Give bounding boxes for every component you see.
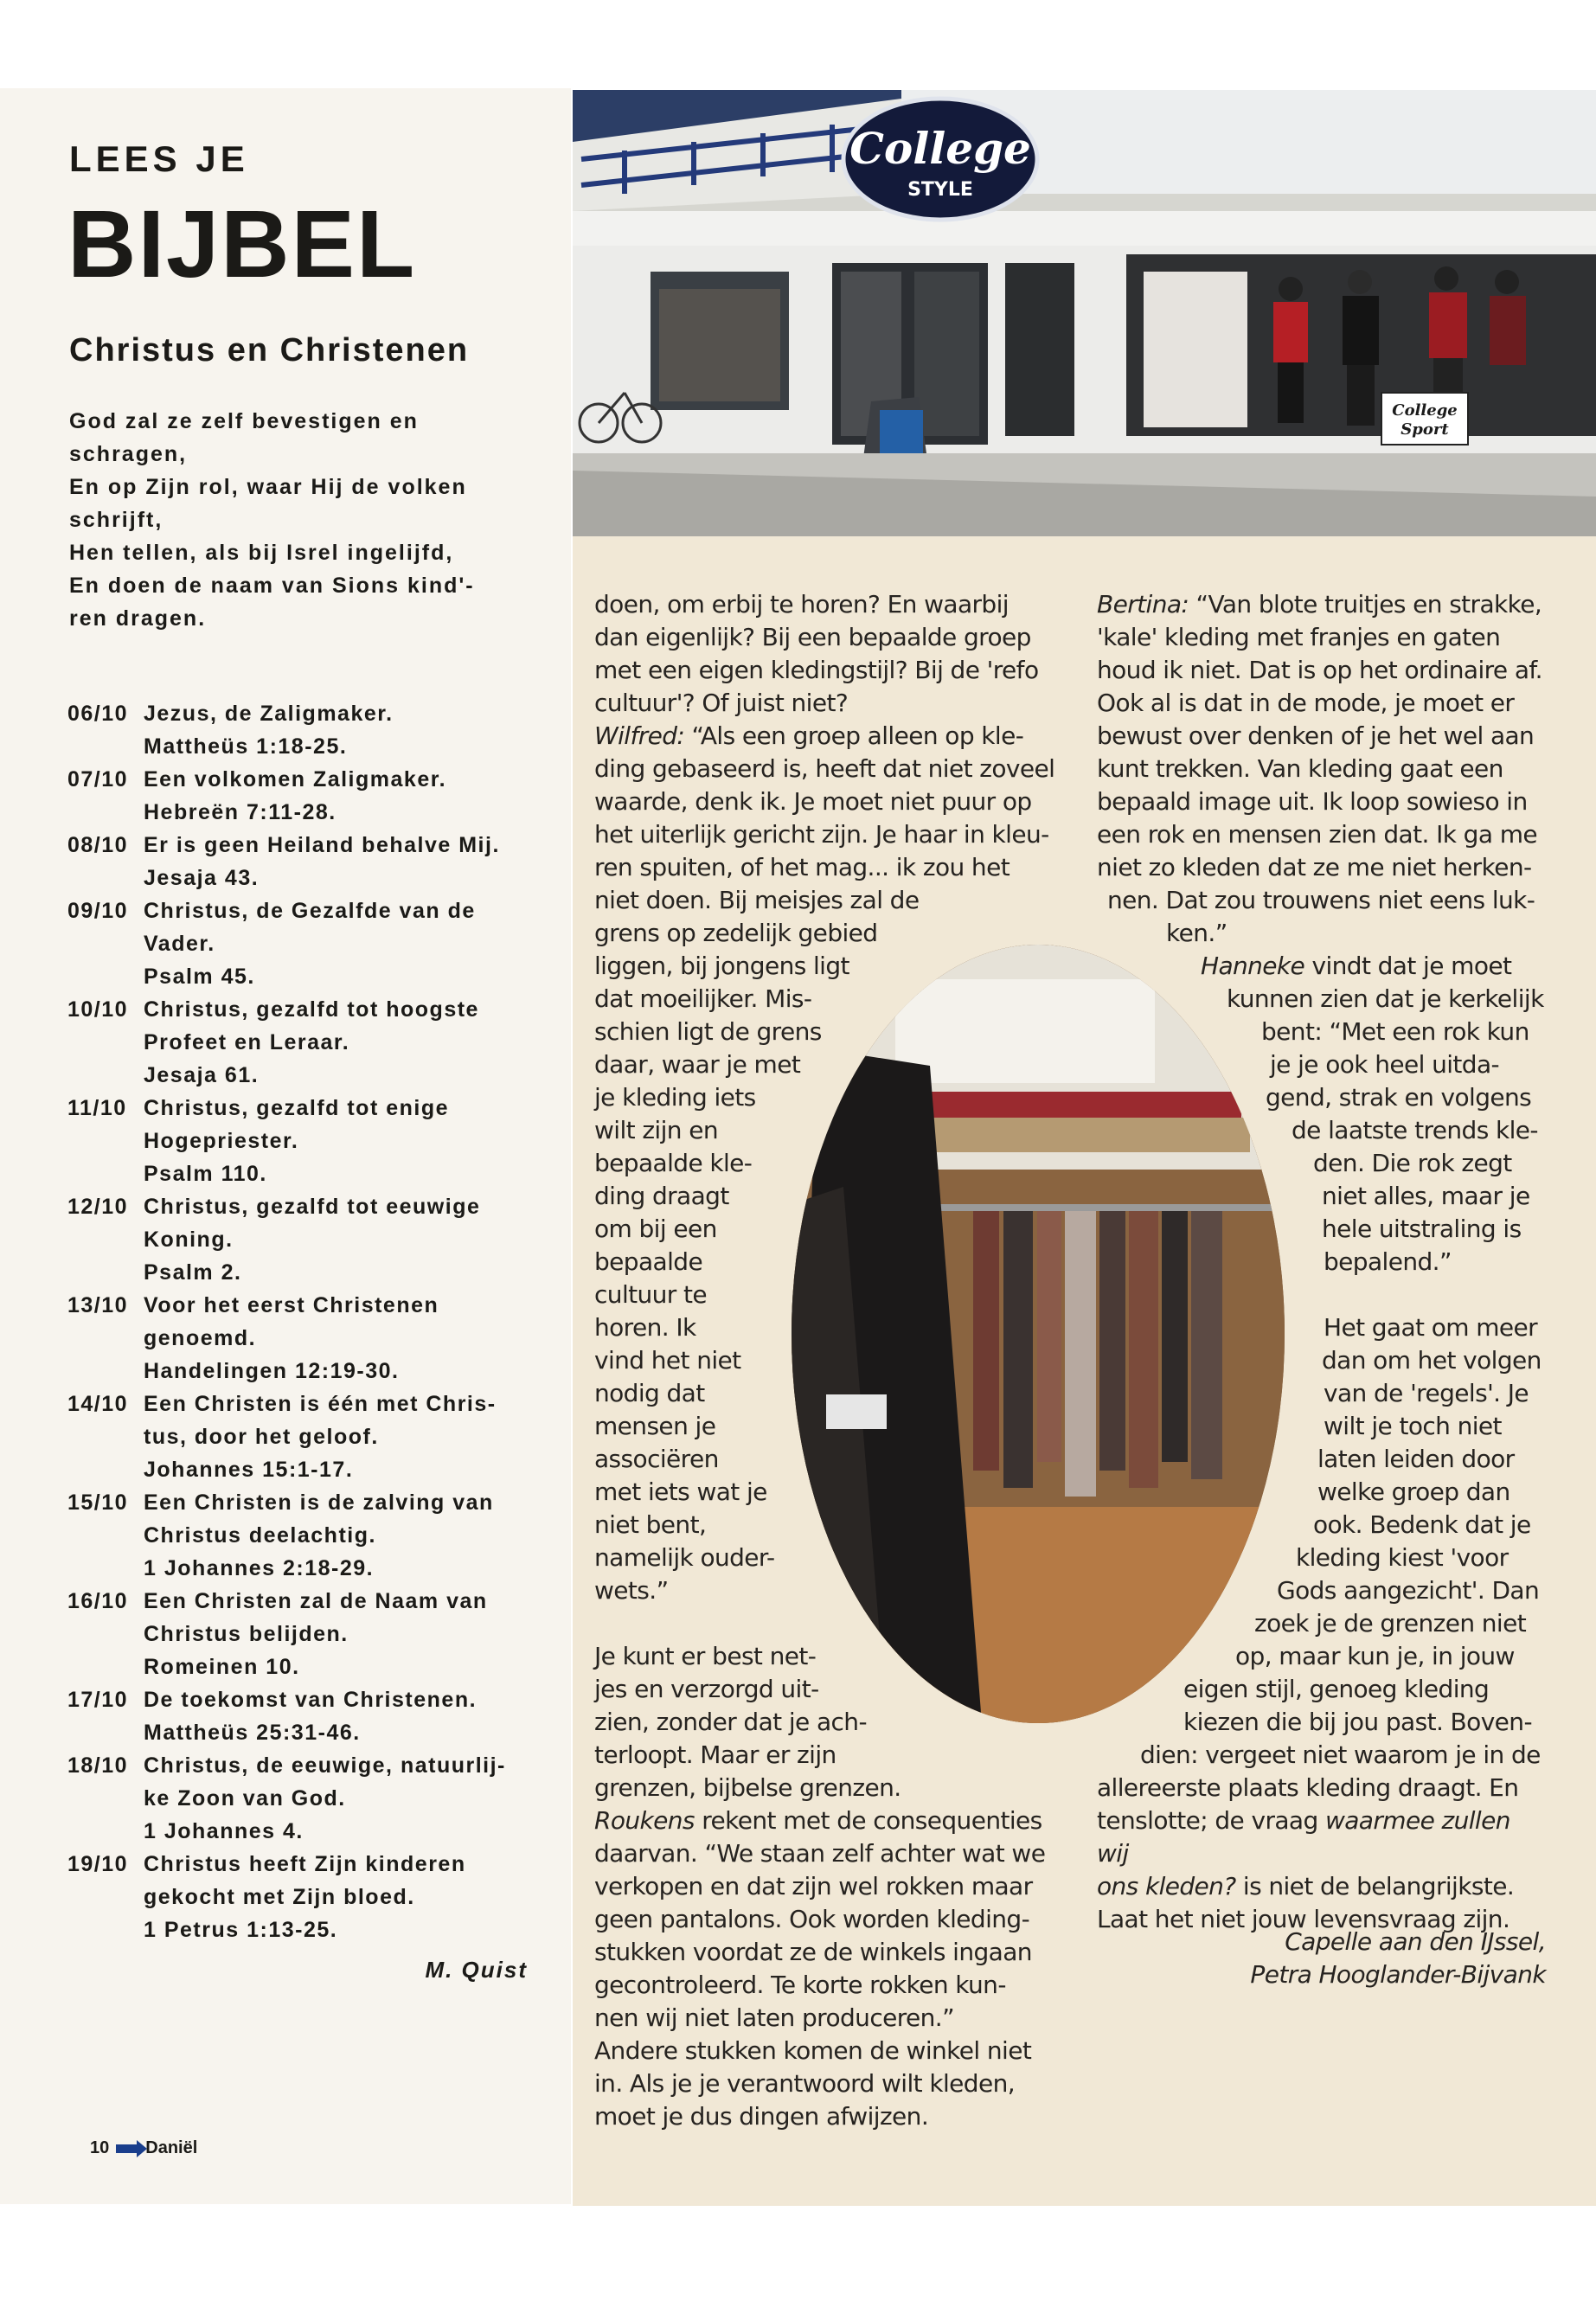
article-line: cultuur te [594,1280,708,1309]
bible-reading-column [0,88,571,2204]
poem-line: En doen de naam van Sions kind'- [69,574,475,598]
schedule-entry [67,894,552,993]
article-line: om bij een [594,1215,717,1243]
schedule-topic: tus, door het geloof. [144,1425,379,1449]
article-line: niet zo kleden dat ze me niet herken- [1097,853,1532,881]
article-line: bepaald image uit. Ik loop sowieso in [1097,787,1528,816]
schedule-topic: Voor het eerst Christenen [144,1293,439,1317]
schedule-reference: 1 Johannes 4. [144,1819,304,1843]
schedule-entry [67,1388,552,1486]
schedule-topic: Profeet en Leraar. [144,1030,350,1054]
article-line: bepaalde kle- [594,1149,753,1177]
article-line: gend, strak en volgens [1266,1083,1532,1112]
article-line: moet je dus dingen afwijzen. [594,2102,929,2131]
schedule-topic: Koning. [144,1227,234,1252]
article-line: laten leiden door [1317,1445,1515,1473]
article-text: “Als een groep alleen op kle- [684,721,1024,750]
schedule-entry [67,993,552,1092]
article-line: nodig dat [594,1379,705,1407]
schedule-reference: Jesaja 61. [144,1063,260,1087]
article-line: hele uitstraling is [1322,1215,1522,1243]
article-line: ding draagt [594,1182,729,1210]
article-line: wilt je toch niet [1324,1412,1502,1440]
schedule-topic: Er is geen Heiland behalve Mij. [144,833,500,857]
storefront-illustration [573,90,1596,536]
article-line: cultuur'? Of juist niet? [594,689,849,717]
poem-line: schragen, [69,442,188,466]
article-line: namelijk ouder- [594,1543,775,1572]
article-line: met iets wat je [594,1477,767,1506]
article-line: dan eigenlijk? Bij een bepaalde groep [594,623,1031,651]
schedule-date: 10/10 [67,997,129,1022]
schedule-reference: Hebreën 7:11-28. [144,800,337,824]
schedule-reference: Psalm 2. [144,1260,242,1285]
schedule-topic: Christus heeft Zijn kinderen [144,1852,466,1876]
speaker-name: Bertina: [1097,590,1189,619]
schedule-entry [67,829,552,894]
article-line: met een eigen kledingstijl? Bij de 'refo [594,656,1039,684]
speaker-name: Roukens [594,1806,695,1835]
article-line: zoek je de grenzen niet [1254,1609,1527,1638]
article-line: nen. Dat zou trouwens niet eens luk- [1107,886,1535,914]
schedule-reference: Handelingen 12:19-30. [144,1359,400,1383]
poem-line: schrijft, [69,508,163,532]
article-line: grenzen, bijbelse grenzen. [594,1773,901,1802]
column-author: M. Quist [425,1957,528,1983]
schedule-entry [67,1190,552,1289]
article-line: een rok en mensen zien dat. Ik ga me [1097,820,1537,849]
schedule-topic: Christus, de Gezalfde van de [144,899,476,923]
article-line: Andere stukken komen de winkel niet [594,2036,1032,2065]
schedule-topic: gekocht met Zijn bloed. [144,1885,415,1909]
article-line: nen wij niet laten produceren.” [594,2003,955,2032]
schedule-date: 14/10 [67,1392,129,1416]
schedule-entry [67,1848,552,1946]
speaker-name: Wilfred: [594,721,685,750]
column-subtitle: Christus en Christenen [69,332,470,369]
schedule-topic: Vader. [144,932,215,956]
article-line: waarde, denk ik. Je moet niet puur op [594,787,1032,816]
schedule-date: 16/10 [67,1589,129,1613]
arrow-icon [116,2144,138,2153]
article-line: mensen je [594,1412,716,1440]
article-line: bent: “Met een rok kun [1261,1017,1529,1046]
column-title: BIJBEL [67,191,417,298]
schedule-topic: Christus belijden. [144,1622,349,1646]
schedule-date: 19/10 [67,1852,129,1876]
article-line: dien: vergeet niet waarom je in de [1140,1740,1541,1769]
schedule-entry [67,1749,552,1848]
schedule-date: 18/10 [67,1753,129,1778]
article-line: bepaalde [594,1247,703,1276]
article-line: in. Als je je verantwoord wilt kleden, [594,2069,1016,2098]
article-line: de laatste trends kle- [1292,1116,1538,1144]
article-line: daarvan. “We staan zelf achter wat we [594,1839,1046,1868]
schedule-reference: Mattheüs 25:31-46. [144,1721,361,1745]
schedule-reference: Mattheüs 1:18-25. [144,734,348,759]
schedule-topic: Christus, gezalfd tot hoogste [144,997,479,1022]
schedule-topic: Christus, gezalfd tot enige [144,1096,450,1120]
article-line: Laat het niet jouw levensvraag zijn. [1097,1905,1510,1933]
schedule-topic: ke Zoon van God. [144,1786,346,1811]
article-line [594,720,1061,753]
schedule-date: 13/10 [67,1293,129,1317]
article-line: verkopen en dat zijn wel rokken maar [594,1872,1033,1900]
schedule-reference: 1 Johannes 2:18-29. [144,1556,375,1580]
schedule-reference: 1 Petrus 1:13-25. [144,1918,338,1942]
article-line: kunt trekken. Van kleding gaat een [1097,754,1503,783]
schedule-topic: Een volkomen Zaligmaker. [144,767,447,792]
article-line: eigen stijl, genoeg kleding [1183,1675,1490,1703]
schedule-date: 11/10 [67,1096,127,1120]
article-line: ook. Bedenk dat je [1313,1510,1531,1539]
article-line: wilt zijn en [594,1116,719,1144]
article-line: dat moeilijker. Mis- [594,984,812,1013]
schedule-reference: Jesaja 43. [144,866,260,890]
article-line: schien ligt de grens [594,1017,822,1046]
window-sign-line2: Sport [1401,420,1449,439]
article-line: ken.” [1166,919,1227,947]
article-line: bewust over denken of je het wel aan [1097,721,1535,750]
schedule-topic: Jezus, de Zaligmaker. [144,702,394,726]
article-column-2 [1097,588,1547,1936]
schedule-topic: Een Christen is de zalving van [144,1490,494,1515]
poem-line: ren dragen. [69,606,207,631]
article-line: allereerste plaats kleding draagt. En [1097,1773,1519,1802]
article-line: Ook al is dat in de mode, je moet er [1097,689,1515,717]
article-line: grens op zedelijk gebied [594,919,878,947]
schedule-reference: Psalm 45. [144,965,255,989]
article-line [1097,1804,1547,1870]
schedule-date: 06/10 [67,702,129,726]
schedule-entry [67,763,552,829]
schedule-date: 08/10 [67,833,129,857]
article-line: niet bent, [594,1510,707,1539]
article-line [594,1804,1061,1837]
article-line: vind het niet [594,1346,741,1375]
article-line: Je kunt er best net- [594,1642,817,1670]
page-number: 10 [90,2138,110,2157]
window-sign-line1: College [1392,401,1458,420]
article-line: jes en verzorgd uit- [594,1675,819,1703]
schedule-date: 15/10 [67,1490,129,1515]
article-line: gecontroleerd. Te korte rokken kun- [594,1971,1006,1999]
article-line: je je ook heel uitda- [1270,1050,1500,1079]
article-line: wets.” [594,1576,669,1605]
article-line: het uiterlijk gericht zijn. Je haar in kleu- [594,820,1049,849]
schedule-topic: Een Christen zal de Naam van [144,1589,488,1613]
column-kicker: LEES JE [69,138,249,179]
page-footer [90,2138,197,2158]
article-line [1097,950,1547,983]
article-line: je kleding iets [594,1083,756,1112]
article-line [1097,1870,1547,1903]
store-sign-line1: College [849,123,1031,174]
article-text: is niet de belangrijkste. [1235,1872,1515,1900]
poem-line: God zal ze zelf bevestigen en [69,409,419,433]
article-line: dan om het volgen [1322,1346,1542,1375]
schedule-reference: Johannes 15:1-17. [144,1458,354,1482]
article-line: zien, zonder dat je ach- [594,1708,867,1736]
article-line: niet doen. Bij meisjes zal de [594,886,920,914]
speaker-name: Hanneke [1201,952,1305,980]
article-line: terloopt. Maar er zijn [594,1740,836,1769]
schedule-date: 07/10 [67,767,129,792]
article-line: den. Die rok zegt [1313,1149,1512,1177]
schedule-topic: genoemd. [144,1326,257,1350]
schedule-date: 17/10 [67,1688,129,1712]
article-line: kleding kiest 'voor [1296,1543,1509,1572]
article-line: kunnen zien dat je kerkelijk [1227,984,1544,1013]
schedule-entry [67,1289,552,1388]
schedule-topic: Christus, de eeuwige, natuurlij- [144,1753,506,1778]
signature-author: Petra Hooglander-Bijvank [1250,1960,1546,1989]
article-line: ren spuiten, of het mag... ik zou het [594,853,1010,881]
article-line: horen. Ik [594,1313,696,1342]
store-sign-line2: STYLE [907,179,973,201]
article-question: ons kleden? [1097,1872,1236,1900]
article-line: 'kale' kleding met franjes en gaten [1097,623,1501,651]
article-line: kiezen die bij jou past. Boven- [1183,1708,1532,1736]
article-column-1 [594,588,1061,2133]
article-signature [1096,1926,1546,1991]
article-line [1097,588,1547,621]
schedule-entry [67,1092,552,1190]
article-text: vindt dat je moet [1304,952,1512,980]
schedule-topic: Christus, gezalfd tot eeuwige [144,1195,481,1219]
article-text: “Van blote truitjes en strakke, [1189,590,1542,619]
schedule-topic: De toekomst van Christenen. [144,1688,478,1712]
signature-place: Capelle aan den IJssel, [1285,1927,1546,1956]
schedule-entry [67,1683,552,1749]
schedule-entry [67,1585,552,1683]
schedule-reference: Romeinen 10. [144,1655,300,1679]
article-line: van de 'regels'. Je [1324,1379,1529,1407]
article-line: ding gebaseerd is, heeft dat niet zoveel [594,754,1055,783]
article-line: welke groep dan [1317,1477,1510,1506]
schedule-topic: Christus deelachtig. [144,1523,376,1548]
storefront-photo [573,90,1596,536]
article-line: daar, waar je met [594,1050,801,1079]
reading-schedule [67,697,552,1946]
article-line: stukken voordat ze de winkels ingaan [594,1938,1032,1966]
article-text: tenslotte; de vraag [1097,1806,1318,1835]
article-question: waarmee zullen wij [1097,1806,1510,1868]
schedule-reference: Psalm 110. [144,1162,267,1186]
schedule-date: 09/10 [67,899,129,923]
schedule-entry [67,1486,552,1585]
schedule-topic: Hogepriester. [144,1129,299,1153]
magazine-name: Daniël [145,2138,198,2157]
article-line: associëren [594,1445,719,1473]
schedule-entry [67,697,552,763]
poem-line: En op Zijn rol, waar Hij de volken [69,475,467,499]
article-line: bepalend.” [1324,1247,1452,1276]
article-line: Gods aangezicht'. Dan [1277,1576,1540,1605]
article-line: liggen, bij jongens ligt [594,952,849,980]
article-text: rekent met de consequenties [694,1806,1042,1835]
article-line: niet alles, maar je [1322,1182,1530,1210]
article-line: Het gaat om meer [1324,1313,1538,1342]
article-line: houd ik niet. Dat is op het ordinaire af. [1097,656,1542,684]
poem [69,405,519,635]
article-line: geen pantalons. Ook worden kleding- [594,1905,1030,1933]
article-line: op, maar kun je, in jouw [1235,1642,1515,1670]
schedule-date: 12/10 [67,1195,129,1219]
schedule-topic: Een Christen is één met Chris- [144,1392,497,1416]
article-line: doen, om erbij te horen? En waarbij [594,590,1009,619]
poem-line: Hen tellen, als bij Isrel ingelijfd, [69,541,454,565]
